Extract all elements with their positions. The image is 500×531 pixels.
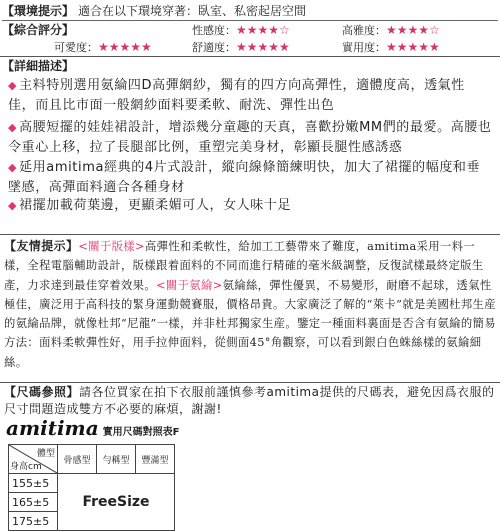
divider: [0, 234, 500, 235]
size-note-title: 【尺碼參照】: [4, 385, 80, 399]
rating-label: 高雅度：: [342, 24, 386, 37]
column-header: 豐滿型: [136, 445, 175, 474]
height-cell: 175±5: [9, 512, 58, 531]
rating-stars: ★★★★☆: [386, 23, 440, 37]
rating-stars: ★★★★★: [98, 40, 152, 54]
size-note-text: 請各位買家在拍下衣服前謹慎參考amitima提供的尺碼表，避免因爲衣服的尺寸問題造成雙方不必要的麻煩，謝謝!: [4, 385, 495, 416]
detail-text: 主料特別選用氨綸四D高彈網紗，獨有的四方向高彈性，適體度高，透氣性佳，而且比市面一般網紗面料要柔軟、耐洗、彈性出色: [8, 78, 465, 113]
tips-text-spandex: 氨綸絲，彈性優異，不易變形，耐磨不起球，透氣性極佳，廣泛用于高科技的緊身運動競賽服，價格昂貴。大家廣泛了解的“萊卡”就是美國杜邦生産的氨綸品牌，就像杜邦“尼龍”一樣，并非杜邦獨家生産。鑒定一種面料裏面是否含有氨綸的簡易方法：面料柔軟彈性好，用手拉伸面料，從側面45°角觀察，可以看到銀白色蛛絲樣的氨綸細絲。: [4, 278, 496, 369]
brand-subtitle: 實用尺碼對照表F: [102, 427, 180, 438]
column-header: 骨感型: [58, 445, 97, 474]
detail-text: 裙擺加載荷葉邊，更顯柔媚可人，女人味十足: [19, 198, 292, 213]
corner-label-body: 體型: [36, 449, 55, 459]
ratings-row-2: [2, 39, 498, 56]
ratings-row-1: [2, 22, 498, 39]
tips-title: 【友情提示】: [4, 239, 79, 253]
diamond-bullet-icon: ◆: [8, 199, 18, 212]
diamond-bullet-icon: ◆: [8, 161, 18, 174]
environment-title: 【環境提示】: [2, 4, 75, 18]
rating-cute: [54, 39, 152, 56]
rating-comfort: [192, 39, 290, 56]
rating-label: 實用度：: [342, 41, 386, 54]
diamond-bullet-icon: ◆: [8, 79, 18, 92]
rating-label: 性感度：: [192, 24, 236, 37]
detail-bullet-4: [8, 196, 492, 216]
size-value: FreeSize: [58, 474, 175, 531]
rating-stars: ★★★★★: [236, 40, 290, 54]
rating-elegance: [342, 22, 440, 39]
tips-text-pattern: 高彈性和柔軟性，給加工工藝帶來了難度，amitima采用一料一樣，全程電腦輔助設計，版樣跟着面料的不同而進行精確的毫米級調整，反復試樣最終定版生產，力求達到最佳穿着效果。: [4, 240, 484, 292]
rating-practical: [342, 39, 440, 56]
corner-label-height: 身高cm: [10, 462, 42, 472]
detail-bullet-1: [8, 76, 492, 115]
rating-label: 舒適度：: [192, 41, 236, 54]
tips-tag-spandex: <關于氨綸>: [156, 278, 223, 292]
divider: [0, 382, 500, 383]
size-table-corner: [9, 445, 58, 474]
table-row: [9, 474, 175, 493]
detail-bullet-2: [8, 118, 492, 157]
detail-title: 【詳細描述】: [2, 59, 75, 73]
tips-section: [4, 237, 496, 372]
brand-logo: amitima: [6, 416, 99, 440]
height-cell: 155±5: [9, 474, 58, 493]
rating-sexy: [192, 22, 290, 39]
size-note: [4, 384, 496, 418]
diamond-bullet-icon: ◆: [8, 121, 18, 134]
detail-bullet-3: [8, 158, 492, 197]
size-table-header: [9, 445, 175, 474]
rating-stars: ★★★★☆: [236, 23, 290, 37]
detail-text: 高腰短擺的娃娃裙設計，增添幾分童趣的天真，喜歡扮嫩MM們的最愛。高腰也令重心上移，拉了長腿部比例，重塑完美身材，彰顯長腿性感誘惑: [8, 120, 492, 155]
rating-label: 可愛度：: [54, 41, 98, 54]
rating-stars: ★★★★★: [386, 40, 440, 54]
environment-row: [2, 2, 498, 21]
column-header: 勻稱型: [97, 445, 136, 474]
ratings-title: 【綜合評分】: [2, 23, 75, 37]
tips-tag-pattern: <關于版樣>: [78, 240, 145, 253]
height-cell: 165±5: [9, 493, 58, 512]
detail-text: 延用amitima經典的4片式設計，縱向線條簡練明快，加大了裙擺的幅度和垂墜感，高彈面料適合各種身材: [8, 160, 481, 195]
size-table: [8, 444, 175, 531]
brand-header: [6, 416, 180, 442]
environment-text: 適合在以下環境穿著：臥室、私密起居空間: [78, 4, 307, 18]
